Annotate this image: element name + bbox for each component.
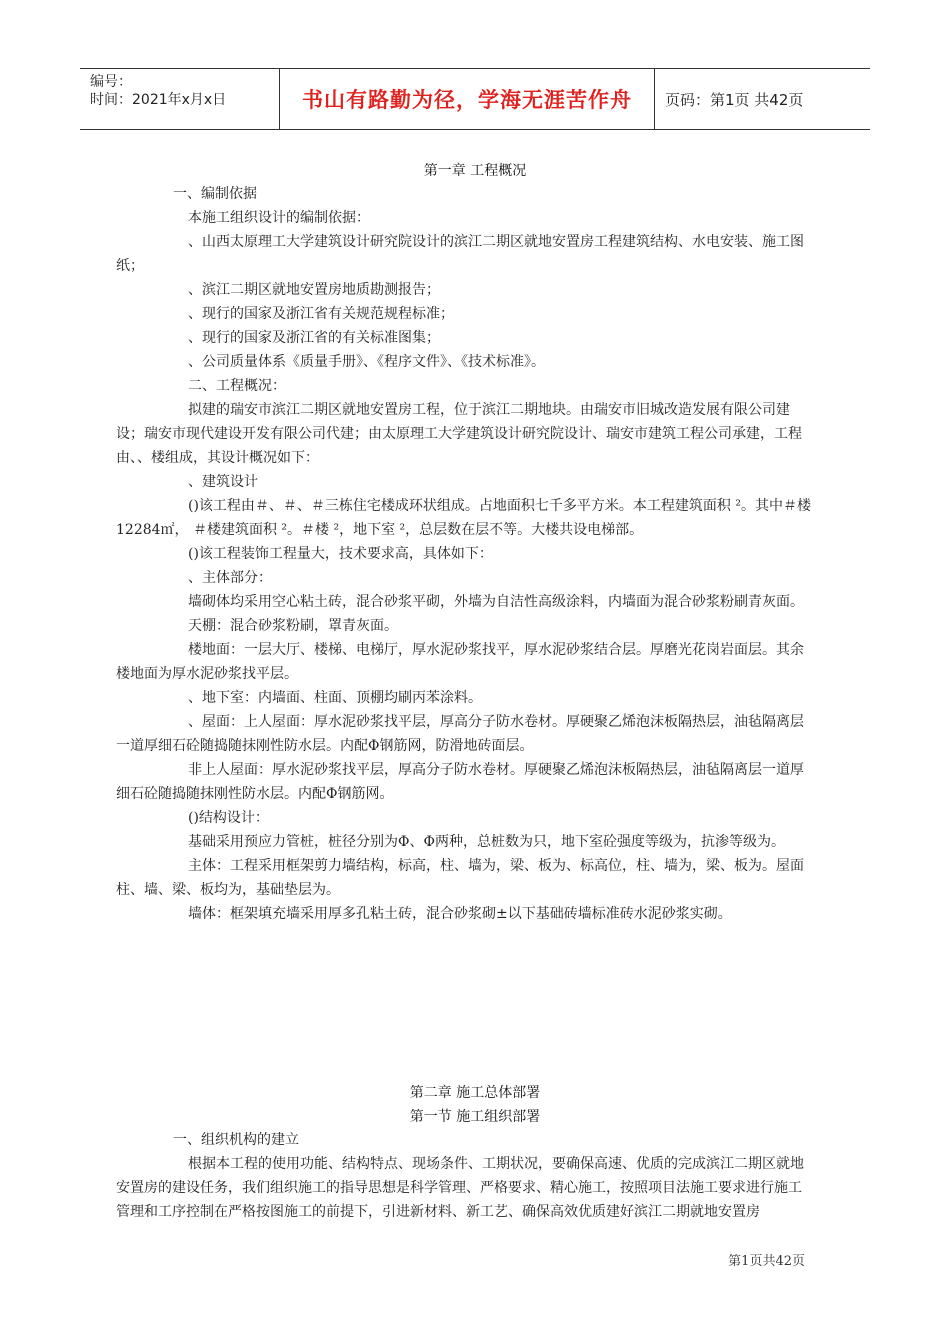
paragraph: 墙体：框架填充墙采用厚多孔粘土砖，混合砂浆砌±以下基础砖墙标准砖水泥砂浆实砌。 bbox=[188, 906, 732, 922]
paragraph: 主体：工程采用框架剪力墙结构，标高，柱、墙为，梁、板为、标高位，柱、墙为，梁、板为。屋面柱、墙、梁、板均为，基础垫层为。 bbox=[116, 858, 804, 898]
chapter-2-title: 第二章 施工总体部署 bbox=[409, 1085, 541, 1101]
page-footer-number: 第1页共42页 bbox=[728, 1254, 805, 1269]
paragraph: 基础采用预应力管桩，桩径分别为Φ、Φ两种，总桩数为只，地下室砼强度等级为，抗渗等级为。 bbox=[188, 834, 785, 850]
header-motto: 书山有路勤为径，学海无涯苦作舟 bbox=[280, 69, 655, 129]
paragraph: 、滨江二期区就地安置房地质勘测报告； bbox=[188, 282, 440, 298]
paragraph: 、现行的国家及浙江省的有关标准图集； bbox=[188, 330, 440, 346]
paragraph: 、建筑设计 bbox=[188, 474, 258, 490]
page-header bbox=[80, 68, 870, 130]
chapter-1-body bbox=[116, 182, 812, 926]
paragraph: 根据本工程的使用功能、结构特点、现场条件、工期状况，要确保高速、优质的完成滨江二期区就地安置房的建设任务，我们组织施工的指导思想是科学管理、严格要求、精心施工，按照项目法施工要求进行施工管理和工序控制在严格按图施工的前提下，引进新材料、新工艺、确保高效优质建好滨江二期就地安置房 bbox=[116, 1156, 804, 1220]
paragraph: 天棚：混合砂浆粉刷，罩青灰面。 bbox=[188, 618, 398, 634]
paragraph: 非上人屋面：厚水泥砂浆找平层，厚高分子防水卷材。厚硬聚乙烯泡沫板隔热层，油毡隔离层一道厚细石砼随捣随抹刚性防水层。内配Φ钢筋网。 bbox=[116, 762, 804, 802]
paragraph: ()结构设计： bbox=[188, 810, 269, 826]
paragraph: 、地下室：内墙面、柱面、顶棚均刷丙苯涂料。 bbox=[188, 690, 482, 706]
paragraph: ()该工程由＃、＃、＃三栋住宅楼成环状组成。占地面积七千多平方米。本工程建筑面积 ²。其中＃楼12284㎡， ＃楼建筑面积 ²。＃楼 ²，地下室 ²，总层数在层不等。大楼共设电梯部。 bbox=[116, 498, 811, 538]
paragraph: 、主体部分： bbox=[188, 570, 272, 586]
paragraph: 、现行的国家及浙江省有关规范规程标准； bbox=[188, 306, 454, 322]
paragraph: 本施工组织设计的编制依据： bbox=[188, 210, 370, 226]
header-page-number: 页码：第1页 共42页 bbox=[665, 90, 804, 109]
paragraph: 一、组织机构的建立 bbox=[173, 1132, 299, 1148]
paragraph: 、屋面：上人屋面：厚水泥砂浆找平层，厚高分子防水卷材。厚硬聚乙烯泡沫板隔热层，油毡隔离层一道厚细石砼随捣随抹刚性防水层。内配Φ钢筋网，防滑地砖面层。 bbox=[116, 714, 804, 754]
document-date: 时间：2021年x月x日 bbox=[90, 92, 227, 108]
header-meta bbox=[80, 69, 280, 129]
paragraph: 拟建的瑞安市滨江二期区就地安置房工程，位于滨江二期地块。由瑞安市旧城改造发展有限公司建设；瑞安市现代建设开发有限公司代建；由太原理工大学建筑设计研究院设计、瑞安市建筑工程公司承建，工程由、、楼组成，其设计概况如下： bbox=[116, 402, 802, 466]
chapter-2-body bbox=[116, 1128, 812, 1224]
paragraph: 楼地面：一层大厅、楼梯、电梯厅，厚水泥砂浆找平，厚水泥砂浆结合层。厚磨光花岗岩面层。其余楼地面为厚水泥砂浆找平层。 bbox=[116, 642, 804, 682]
paragraph: 墙砌体均采用空心粘土砖，混合砂浆平砌，外墙为自洁性高级涂料，内墙面为混合砂浆粉刷青灰面。 bbox=[188, 594, 804, 610]
paragraph: 二、工程概况： bbox=[188, 378, 286, 394]
chapter-1-title: 第一章 工程概况 bbox=[423, 163, 527, 179]
paragraph: 、公司质量体系《质量手册》、《程序文件》、《技术标准》。 bbox=[188, 354, 545, 370]
section-1-title: 第一节 施工组织部署 bbox=[409, 1109, 541, 1125]
document-number-label: 编号： bbox=[90, 74, 132, 90]
paragraph: 、山西太原理工大学建筑设计研究院设计的滨江二期区就地安置房工程建筑结构、水电安装、施工图纸； bbox=[116, 234, 804, 274]
paragraph: ()该工程装饰工程量大，技术要求高，具体如下： bbox=[188, 546, 493, 562]
paragraph: 一、编制依据 bbox=[173, 186, 257, 202]
